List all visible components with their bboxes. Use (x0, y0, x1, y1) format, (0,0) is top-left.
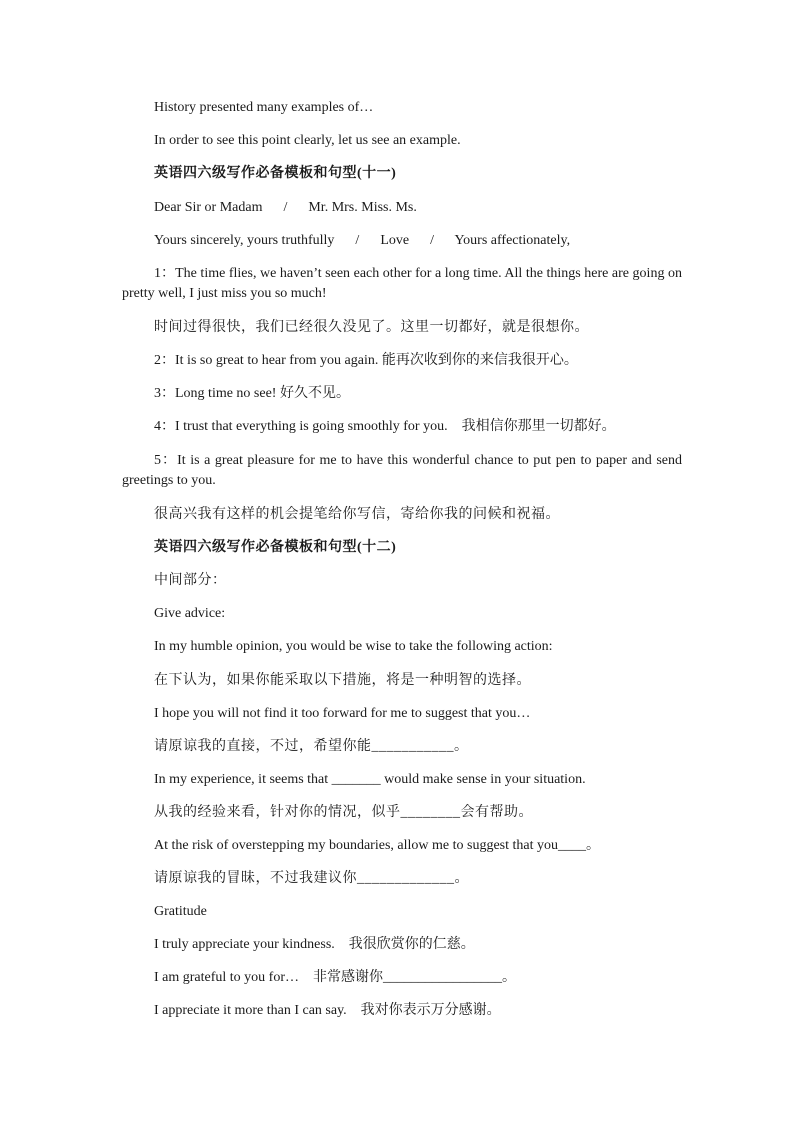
text-line: I am grateful to you for… 非常感谢你_________________。 (154, 970, 517, 985)
text-line: 从我的经验来看，针对你的情况，似乎________会有帮助。 (154, 805, 533, 820)
section-heading: 英语四六级写作必备模板和句型(十一) (154, 166, 397, 181)
text-line: Dear Sir or Madam / Mr. Mrs. Miss. Ms. (154, 200, 417, 215)
text-line: In my humble opinion, you would be wise to take the following action: (154, 639, 553, 654)
text-line: At the risk of overstepping my boundaries, allow me to suggest that you____。 (154, 838, 600, 853)
text-line: In order to see this point clearly, let us see an example. (154, 133, 461, 148)
text-line: Yours sincerely, yours truthfully / Love / Yours affectionately, (154, 233, 571, 248)
text-line: 请原谅我的直接，不过，希望你能___________。 (154, 739, 469, 754)
paragraph: 1：The time flies, we haven’t seen each other for a long time. All the things here are going on pretty well, I just miss you so much! (122, 266, 682, 301)
text-line: Gratitude (154, 904, 207, 919)
text-line: 4：I trust that everything is going smoothly for you. 我相信你那里一切都好。 (154, 419, 616, 434)
text-line: 在下认为，如果你能采取以下措施，将是一种明智的选择。 (154, 673, 531, 688)
text-line: In my experience, it seems that _______ would make sense in your situation. (154, 772, 586, 787)
text-line: 很高兴我有这样的机会提笔给你写信，寄给你我的问候和祝福。 (154, 507, 560, 522)
text-line: 请原谅我的冒昧，不过我建议你_____________。 (154, 871, 469, 886)
text-line: History presented many examples of… (154, 100, 374, 115)
text-line: Give advice: (154, 606, 226, 621)
text-line: 时间过得很快，我们已经很久没见了。这里一切都好，就是很想你。 (154, 320, 589, 335)
text-line: I hope you will not find it too forward for me to suggest that you… (154, 706, 531, 721)
section-heading: 英语四六级写作必备模板和句型(十二) (154, 540, 397, 555)
text-line: 中间部分： (154, 573, 227, 588)
paragraph: 5：It is a great pleasure for me to have this wonderful chance to put pen to paper and send greetings to you. (122, 453, 682, 488)
text-line: I truly appreciate your kindness. 我很欣赏你的仁慈。 (154, 937, 475, 952)
text-line: I appreciate it more than I can say. 我对你表示万分感谢。 (154, 1003, 501, 1018)
text-line: 3：Long time no see! 好久不见。 (154, 386, 350, 401)
text-line: 2：It is so great to hear from you again. 能再次收到你的来信我很开心。 (154, 353, 578, 368)
